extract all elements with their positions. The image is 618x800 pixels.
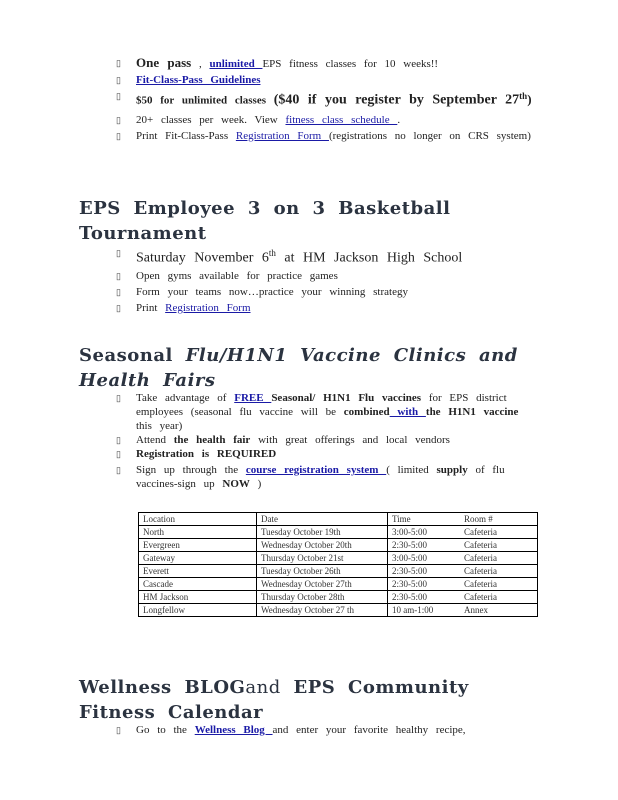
table-header-row bbox=[139, 513, 538, 526]
bullet-icon: ▯ bbox=[116, 58, 121, 68]
list-item: ▯ $50 for unlimited classes ($40 if you register by September 27th) bbox=[116, 91, 532, 108]
clinic-schedule-body bbox=[139, 513, 538, 617]
basketball-list bbox=[116, 244, 536, 315]
bullet-icon: ▯ bbox=[116, 130, 121, 141]
basketball-heading: EPS Employee 3 on 3 Basketball Tournament bbox=[79, 198, 451, 244]
list-item: ▯ Registration is REQUIRED bbox=[116, 448, 277, 460]
table-cell: Wednesday October 27th bbox=[257, 578, 388, 591]
table-row bbox=[139, 526, 538, 539]
table-cell: Cafeteria bbox=[460, 565, 538, 578]
table-cell: Tuesday October 26th bbox=[257, 565, 388, 578]
table-cell: Thursday October 28th bbox=[257, 591, 388, 604]
fitness-pass-list bbox=[116, 56, 536, 145]
list-item: ▯ Saturday November 6th at HM Jackson High School bbox=[116, 244, 536, 268]
table-cell: Longfellow bbox=[139, 604, 257, 617]
fitness-class-schedule-link[interactable]: fitness class schedule bbox=[285, 113, 398, 126]
table-cell: Everett bbox=[139, 565, 257, 578]
flu-clinics-list bbox=[116, 391, 536, 491]
table-row bbox=[139, 578, 538, 591]
table-cell: Thursday October 21st bbox=[257, 552, 388, 565]
list-item: ▯ 20+ classes per week. View fitness class schedule . bbox=[116, 113, 401, 126]
table-cell: Cafeteria bbox=[460, 552, 538, 565]
table-cell: Cafeteria bbox=[460, 539, 538, 552]
table-header-cell: Location bbox=[139, 513, 257, 526]
clinic-schedule-table bbox=[138, 512, 538, 617]
bullet-icon: ▯ bbox=[116, 75, 121, 85]
table-cell: 3:00-5:00 bbox=[388, 526, 461, 539]
list-item: ▯ Form your teams now…practice your winning strategy bbox=[116, 285, 408, 298]
unlimited-link[interactable]: unlimited bbox=[209, 58, 263, 70]
wellness-list bbox=[116, 723, 536, 737]
fitness-registration-form-link[interactable]: Registration Form bbox=[235, 129, 329, 142]
list-item: ▯ Open gyms available for practice games bbox=[116, 269, 338, 282]
table-cell: Cafeteria bbox=[460, 526, 538, 539]
table-cell: Evergreen bbox=[139, 539, 257, 552]
table-cell: Tuesday October 19th bbox=[257, 526, 388, 539]
list-item: ▯ One pass , unlimited EPS fitness classes for 10 weeks!! bbox=[116, 55, 439, 70]
list-item: ▯ Go to the Wellness Blog and enter your favorite healthy recipe, bbox=[116, 724, 466, 736]
table-header-cell: Time bbox=[388, 513, 461, 526]
course-registration-system-link[interactable]: course registration system bbox=[245, 464, 387, 476]
table-cell: Cascade bbox=[139, 578, 257, 591]
bullet-icon: ▯ bbox=[116, 270, 121, 281]
bullet-icon: ▯ bbox=[116, 393, 121, 403]
wellness-heading: Wellness BLOGand EPS Community Fitness Calendar bbox=[79, 677, 469, 723]
table-cell: 10 am-1:00 bbox=[388, 604, 461, 617]
bullet-icon: ▯ bbox=[116, 114, 121, 125]
bullet-icon: ▯ bbox=[116, 449, 121, 459]
bullet-icon: ▯ bbox=[116, 435, 121, 445]
table-cell: Wednesday October 20th bbox=[257, 539, 388, 552]
fit-class-pass-guidelines-link[interactable]: Fit-Class-Pass Guidelines bbox=[136, 74, 261, 86]
list-item: ▯ Attend the health fair with great offerings and local vendors bbox=[116, 434, 450, 446]
list-item: ▯ Print Registration Form bbox=[116, 301, 251, 314]
table-cell: Gateway bbox=[139, 552, 257, 565]
table-row bbox=[139, 539, 538, 552]
with-link[interactable]: with bbox=[389, 406, 426, 418]
table-header-cell: Room # bbox=[460, 513, 538, 526]
bullet-icon: ▯ bbox=[116, 725, 121, 735]
bullet-icon: ▯ bbox=[116, 302, 121, 313]
table-cell: 2:30-5:00 bbox=[388, 539, 461, 552]
free-link[interactable]: FREE bbox=[234, 392, 272, 404]
table-cell: North bbox=[139, 526, 257, 539]
table-cell: 2:30-5:00 bbox=[388, 565, 461, 578]
list-item: ▯ Take advantage of FREE Seasonal/ H1N1 Flu vaccines for EPS district employees (seasonal flu vaccine will be combined with the H1N1 vaccine this year) bbox=[116, 392, 519, 432]
table-row bbox=[139, 591, 538, 604]
bullet-icon: ▯ bbox=[116, 248, 121, 258]
list-item: ▯ Sign up through the course registration system ( limited supply of flu vaccines-sign up NOW ) bbox=[116, 464, 505, 490]
table-row bbox=[139, 604, 538, 617]
bullet-icon: ▯ bbox=[116, 286, 121, 297]
table-cell: Annex bbox=[460, 604, 538, 617]
table-row bbox=[139, 565, 538, 578]
table-cell: 2:30-5:00 bbox=[388, 578, 461, 591]
list-item bbox=[116, 73, 536, 87]
list-item: ▯ Print Fit-Class-Pass Registration Form (registrations no longer on CRS system) bbox=[116, 129, 531, 142]
basketball-registration-form-link[interactable]: Registration Form bbox=[165, 301, 251, 314]
flu-clinics-heading: Seasonal Flu/H1N1 Vaccine Clinics and Health Fairs bbox=[79, 345, 518, 391]
table-cell: Wednesday October 27 th bbox=[257, 604, 388, 617]
table-cell: HM Jackson bbox=[139, 591, 257, 604]
table-cell: 2:30-5:00 bbox=[388, 591, 461, 604]
table-row bbox=[139, 552, 538, 565]
table-cell: Cafeteria bbox=[460, 578, 538, 591]
wellness-blog-link[interactable]: Wellness Blog bbox=[194, 724, 273, 736]
bullet-icon: ▯ bbox=[116, 465, 121, 475]
table-cell: Cafeteria bbox=[460, 591, 538, 604]
bullet-icon: ▯ bbox=[116, 91, 121, 101]
table-header-cell: Date bbox=[257, 513, 388, 526]
table-cell: 3:00-5:00 bbox=[388, 552, 461, 565]
